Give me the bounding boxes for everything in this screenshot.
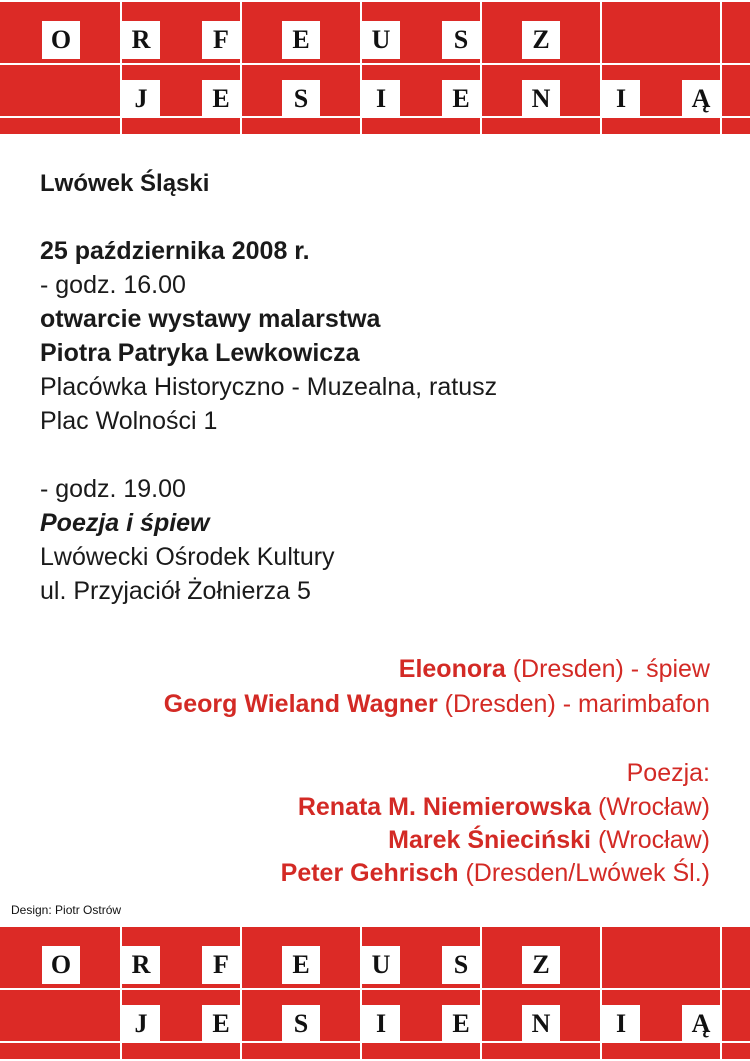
- performer-detail: (Dresden) - śpiew: [505, 655, 710, 683]
- letter-tile: J: [122, 1005, 160, 1043]
- letter-tile: R: [122, 946, 160, 984]
- poet-name: Peter Gehrisch: [280, 859, 459, 887]
- event-time: - godz. 19.00: [40, 475, 186, 503]
- grid-line: [0, 63, 750, 65]
- grid-line: [0, 988, 750, 990]
- letter-tile: E: [442, 1005, 480, 1043]
- letter-tile: Z: [522, 21, 560, 59]
- letter-tile: F: [202, 946, 240, 984]
- event-venue: Placówka Historyczno - Muzealna, ratusz: [40, 373, 498, 401]
- poet-name: Marek Śnieciński: [388, 826, 592, 854]
- poetry-label: Poezja:: [626, 759, 710, 787]
- grid-line: [240, 0, 242, 136]
- event-title: otwarcie wystawy malarstwa: [40, 305, 381, 333]
- event-address: Plac Wolności 1: [40, 407, 218, 435]
- grid-line: [0, 134, 750, 136]
- top-title-banner: [0, 0, 750, 136]
- letter-tile: N: [522, 1005, 560, 1043]
- poet-line: [281, 858, 710, 888]
- event-title: Poezja i śpiew: [40, 509, 210, 537]
- letter-tile: O: [42, 21, 80, 59]
- letter-tile: R: [122, 21, 160, 59]
- letter-tile: S: [282, 1005, 320, 1043]
- letter-tile: E: [282, 21, 320, 59]
- event-address: ul. Przyjaciół Żołnierza 5: [40, 577, 311, 605]
- letter-tile: I: [362, 80, 400, 118]
- poet-line: [388, 825, 710, 855]
- letter-tile: S: [282, 80, 320, 118]
- letter-tile: E: [202, 1005, 240, 1043]
- performer-name: Eleonora: [398, 655, 506, 683]
- poet-detail: (Dresden/Lwówek Śl.): [458, 859, 710, 887]
- letter-tile: Ą: [682, 80, 720, 118]
- bottom-title-banner: [0, 925, 750, 1061]
- poet-name: Renata M. Niemierowska: [297, 793, 592, 821]
- performer-detail: (Dresden) - marimbafon: [437, 690, 710, 718]
- grid-line: [0, 0, 750, 2]
- event-time: - godz. 16.00: [40, 271, 186, 299]
- grid-line: [720, 925, 722, 1061]
- letter-tile: Ą: [682, 1005, 720, 1043]
- place-heading: Lwówek Śląski: [40, 170, 210, 197]
- grid-line: [480, 0, 482, 136]
- letter-tile: J: [122, 80, 160, 118]
- performer-line: [399, 654, 710, 684]
- letter-tile: S: [442, 21, 480, 59]
- grid-line: [720, 0, 722, 136]
- letter-tile: I: [602, 80, 640, 118]
- letter-tile: U: [362, 946, 400, 984]
- letter-tile: F: [202, 21, 240, 59]
- grid-line: [240, 925, 242, 1061]
- letter-tile: I: [362, 1005, 400, 1043]
- grid-line: [0, 925, 750, 927]
- letter-tile: O: [42, 946, 80, 984]
- poet-detail: (Wrocław): [591, 826, 710, 854]
- event-date: 25 października 2008 r.: [40, 237, 310, 265]
- design-credit: Design: Piotr Ostrów: [11, 903, 122, 917]
- event-venue: Lwówecki Ośrodek Kultury: [40, 543, 335, 571]
- event-title: Piotra Patryka Lewkowicza: [40, 339, 360, 367]
- performer-line: [164, 689, 710, 719]
- performer-name: Georg Wieland Wagner: [163, 690, 438, 718]
- letter-tile: I: [602, 1005, 640, 1043]
- letter-tile: E: [282, 946, 320, 984]
- letter-tile: U: [362, 21, 400, 59]
- letter-tile: Z: [522, 946, 560, 984]
- letter-tile: N: [522, 80, 560, 118]
- poet-detail: (Wrocław): [591, 793, 710, 821]
- letter-tile: S: [442, 946, 480, 984]
- grid-line: [480, 925, 482, 1061]
- letter-tile: E: [442, 80, 480, 118]
- letter-tile: E: [202, 80, 240, 118]
- poet-line: [298, 792, 710, 822]
